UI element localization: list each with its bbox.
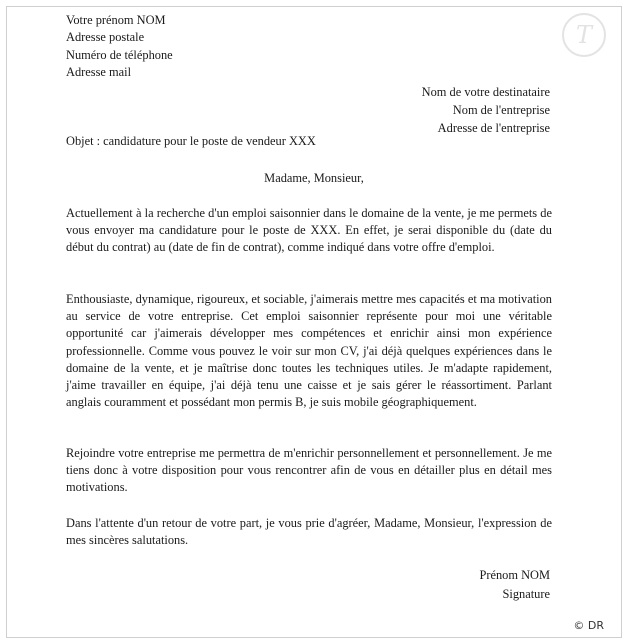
paragraph-availability: Rejoindre votre entreprise me permettra de m'enrichir personnellement et personnellement. Je me tiens donc à votre disposition pour vous rencontrer afin de vous en détailler plus en détail mes motivations. [66, 446, 552, 495]
salutation: Madame, Monsieur, [264, 171, 364, 185]
recipient-block [422, 83, 550, 137]
photo-credit: © DR [573, 619, 604, 632]
paragraph-intro: Actuellement à la recherche d'un emploi saisonnier dans le domaine de la vente, je me permets de vous envoyer ma candidature pour le poste de XXX. En effet, je serai disponible du (date du début du contrat) au (date de fin de contrat), comme indiqué dans votre offre d'emploi. [66, 206, 552, 255]
sender-email: Adresse mail [66, 64, 132, 79]
paragraph-motivation: Enthousiaste, dynamique, rigoureux, et sociable, j'aimerais mettre mes capacités et ma motivation au service de votre entreprise. Cet emploi saisonnier représente pour moi une véritable opportunité car j'aimerais développer mes compétences et enrichir ainsi mon expérience professionnelle. Comme vous pouvez le voir sur mon CV, j'ai déjà quelques expériences dans le domaine de la vente, et je maîtrise donc toutes les techniques utiles. Je m'adapte rapidement, j'aime travailler en équipe, j'ai déjà tenu une caisse et je sais gérer le réassortiment. Parlant anglais couramment et possédant mon permis B, je suis mobile géographiquement. [66, 292, 552, 410]
recipient-address: Adresse de l'entreprise [437, 121, 550, 135]
logo-icon [559, 10, 609, 60]
paragraph-closing: Dans l'attente d'un retour de votre part, je vous prie d'agréer, Madame, Monsieur, l'expression de mes sincères salutations. [66, 516, 552, 548]
sender-name: Votre prénom NOM [66, 13, 166, 27]
signature-name: Prénom NOM [479, 568, 550, 582]
sender-address: Adresse postale [66, 30, 145, 45]
sender-block [66, 12, 173, 81]
recipient-company: Nom de l'entreprise [452, 103, 550, 117]
subject-line: Objet : candidature pour le poste de vendeur XXX [66, 134, 316, 148]
recipient-name: Nom de votre destinataire [421, 85, 550, 99]
svg-text:T: T [575, 21, 593, 49]
sender-phone: Numéro de téléphone [66, 47, 173, 62]
signature-block [479, 566, 550, 604]
signature-label: Signature [502, 587, 550, 601]
